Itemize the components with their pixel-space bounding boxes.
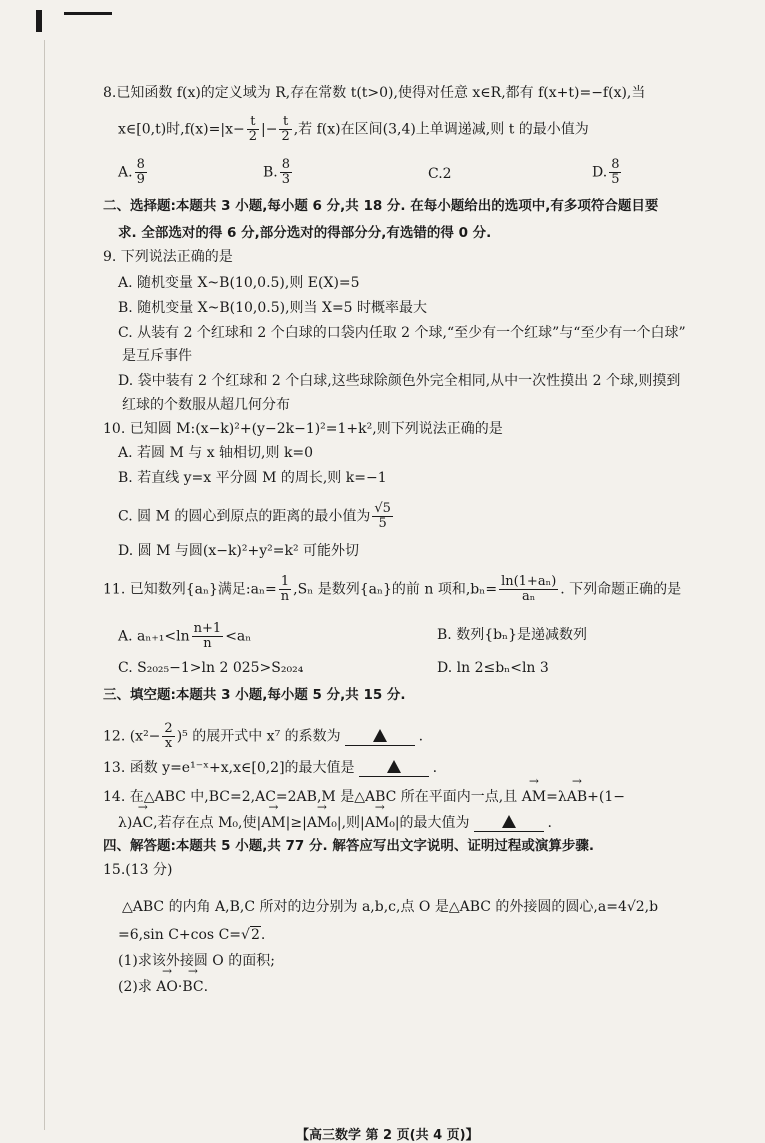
q10-option-a[interactable]: A. 若圆 M 与 x 轴相切,则 k=0 bbox=[118, 445, 314, 461]
q15-part1: (1)求该外接圆 O 的面积; bbox=[118, 953, 275, 969]
q12-frac-den: x bbox=[164, 736, 173, 751]
q15-part2-text-a: (2)求 bbox=[118, 979, 157, 995]
q15-text-a: =6,sin C+cos C= bbox=[118, 927, 242, 943]
q12-text-a: 12. (x²− bbox=[103, 728, 161, 745]
q14-line2 bbox=[118, 812, 552, 834]
q14-text-i: . bbox=[547, 815, 552, 831]
binding-edge-line bbox=[44, 40, 45, 1130]
q11-option-c[interactable]: C. S₂₀₂₅−1>ln 2 025>S₂₀₂₄ bbox=[118, 660, 304, 676]
page-footer: 【高三数学 第 2 页(共 4 页)】 bbox=[296, 1128, 479, 1143]
q14-text-c: +(1− bbox=[587, 789, 625, 805]
q9-option-d-line1[interactable]: D. 袋中装有 2 个红球和 2 个白球,这些球除颜色外完全相同,从中一次性摸出 2 个球,则摸到 bbox=[118, 373, 681, 389]
q8-frac-den: 2 bbox=[248, 129, 257, 144]
q14-text-e: ,若存在点 M₀,使| bbox=[153, 815, 262, 831]
vector-ao: → AO bbox=[156, 976, 178, 998]
q8-option-d[interactable] bbox=[592, 158, 623, 187]
q10-option-c-num: √5 bbox=[374, 501, 391, 516]
q8-line1: 8.已知函数 f(x)的定义域为 R,存在常数 t(t>0),使得对任意 x∈R,都有 f(x+t)=−f(x),当 bbox=[103, 85, 646, 101]
q11-bn-num: ln(1+aₙ) bbox=[501, 574, 557, 589]
q11-option-a-num: n+1 bbox=[193, 621, 222, 636]
triangle-icon bbox=[373, 729, 387, 742]
q14-line1 bbox=[103, 786, 625, 808]
q8-option-d-den: 5 bbox=[611, 172, 620, 187]
vector-am: → AM bbox=[522, 786, 546, 808]
triangle-icon bbox=[387, 760, 401, 773]
q13-answer-blank[interactable] bbox=[359, 760, 429, 777]
vector-am-2: → AM bbox=[261, 812, 285, 834]
q9-stem: 9. 下列说法正确的是 bbox=[103, 249, 233, 265]
q8-option-a-den: 9 bbox=[136, 172, 145, 187]
q11-option-a-tail: <aₙ bbox=[225, 628, 252, 645]
binding-dash bbox=[64, 12, 112, 15]
q8-frac-num: t bbox=[247, 115, 259, 130]
q11-an-den: n bbox=[280, 589, 290, 604]
q8-option-b-den: 3 bbox=[281, 172, 291, 187]
q8-option-b[interactable] bbox=[263, 158, 294, 187]
triangle-icon bbox=[502, 815, 516, 828]
q8-fraction-1 bbox=[247, 115, 259, 144]
q8-text-a: x∈[0,t)时,f(x)= bbox=[118, 121, 221, 138]
q11-stem-b: ,Sₙ 是数列{aₙ}的前 n 项和,bₙ= bbox=[293, 581, 498, 598]
q11-option-a-text: A. aₙ₊₁<ln bbox=[118, 628, 190, 645]
q9-option-b[interactable]: B. 随机变量 X~B(10,0.5),则当 X=5 时概率最大 bbox=[118, 300, 428, 316]
section4-heading: 四、解答题:本题共 5 小题,共 77 分. 解答应写出文字说明、证明过程或演算步骤. bbox=[103, 838, 594, 854]
q11-option-a-den: n bbox=[203, 636, 212, 651]
q14-text-h: |的最大值为 bbox=[394, 815, 470, 831]
q15-line2: =6,sin C+cos C=√2. bbox=[118, 927, 266, 943]
q9-option-a[interactable]: A. 随机变量 X~B(10,0.5),则 E(X)=5 bbox=[118, 275, 360, 291]
q10-option-c-den: 5 bbox=[378, 516, 387, 531]
q10-option-b[interactable]: B. 若直线 y=x 平分圆 M 的周长,则 k=−1 bbox=[118, 470, 387, 486]
q11-an-num: 1 bbox=[279, 575, 291, 590]
q8-option-c-label: C. bbox=[428, 166, 443, 182]
section3-heading: 三、填空题:本题共 3 小题,每小题 5 分,共 15 分. bbox=[103, 687, 406, 703]
q8-abs-close: |− bbox=[260, 121, 278, 138]
q11-option-d[interactable]: D. ln 2≤bₙ<ln 3 bbox=[437, 660, 549, 676]
q8-option-a-num: 8 bbox=[136, 157, 145, 172]
q10-option-c[interactable] bbox=[118, 502, 395, 531]
q11-stem bbox=[103, 575, 681, 604]
q14-answer-blank[interactable] bbox=[474, 815, 544, 832]
q12-text-b: )⁵ 的展开式中 x⁷ 的系数为 bbox=[176, 728, 341, 745]
q10-option-d[interactable]: D. 圆 M 与圆(x−k)²+y²=k² 可能外切 bbox=[118, 543, 360, 559]
q15-sqrt-value: 2 bbox=[250, 927, 260, 943]
q12-frac-num: 2 bbox=[164, 721, 173, 736]
q8-option-b-label: B. bbox=[263, 164, 278, 181]
q15-dot: · bbox=[177, 979, 183, 995]
q15-text-b: . bbox=[260, 927, 266, 943]
q8-fraction-2 bbox=[279, 115, 291, 144]
q11-option-a[interactable] bbox=[118, 622, 251, 651]
q12-answer-blank[interactable] bbox=[345, 729, 415, 746]
q8-frac2-num: t bbox=[279, 115, 291, 130]
q8-frac2-den: 2 bbox=[281, 129, 290, 144]
q14-text-d: λ) bbox=[118, 815, 133, 831]
q14-text-b: =λ bbox=[546, 789, 567, 805]
q8-text-b: ,若 f(x)在区间(3,4)上单调递减,则 t 的最小值为 bbox=[293, 121, 589, 138]
vector-am0: → AM₀ bbox=[307, 812, 337, 834]
q8-option-a[interactable] bbox=[118, 158, 149, 187]
q11-option-b[interactable]: B. 数列{bₙ}是递减数列 bbox=[437, 627, 588, 643]
q12-text-c: . bbox=[418, 728, 424, 745]
q13-text-a: 13. 函数 y=e¹⁻ˣ+x,x∈[0,2]的最大值是 bbox=[103, 760, 355, 776]
q13-text-b: . bbox=[432, 760, 438, 776]
q9-option-c-line1[interactable]: C. 从装有 2 个红球和 2 个白球的口袋内任取 2 个球,“至少有一个红球”与“至少有一个白球” bbox=[118, 325, 686, 341]
q14-text-f: |≥| bbox=[285, 815, 307, 831]
q8-option-d-num: 8 bbox=[611, 157, 620, 172]
section2-line2: 求. 全部选对的得 6 分,部分选对的得部分分,有选错的得 0 分. bbox=[118, 225, 492, 241]
q12-line bbox=[103, 722, 423, 751]
q15-heading: 15.(13 分) bbox=[103, 862, 173, 878]
q11-stem-a: 11. 已知数列{aₙ}满足:aₙ= bbox=[103, 581, 277, 598]
q10-stem: 10. 已知圆 M:(x−k)²+(y−2k−1)²=1+k²,则下列说法正确的是 bbox=[103, 421, 503, 437]
q15-line1: △ABC 的内角 A,B,C 所对的边分别为 a,b,c,点 O 是△ABC 的外接圆的圆心,a=4√2,b bbox=[122, 899, 659, 915]
q11-stem-c: . 下列命题正确的是 bbox=[560, 581, 682, 598]
vector-bc: → BC bbox=[182, 976, 203, 998]
q9-option-d-line2: 红球的个数服从超几何分布 bbox=[122, 397, 290, 413]
q8-option-b-num: 8 bbox=[281, 157, 291, 172]
q15-part2-text-b: . bbox=[203, 979, 209, 995]
q10-option-c-text: C. 圆 M 的圆心到原点的距离的最小值为 bbox=[118, 508, 371, 525]
q11-bn-den: aₙ bbox=[521, 589, 536, 604]
binding-mark bbox=[36, 10, 42, 32]
q8-abs-open: |x− bbox=[220, 121, 245, 138]
q8-option-c-text: 2 bbox=[442, 166, 452, 182]
q8-line2 bbox=[118, 115, 589, 144]
q8-option-d-label: D. bbox=[592, 164, 608, 181]
q8-option-a-label: A. bbox=[118, 164, 133, 181]
q14-text-g: |,则| bbox=[336, 815, 365, 831]
q13-line bbox=[103, 757, 437, 779]
q14-text-a: 14. 在△ABC 中,BC=2,AC=2AB,M 是△ABC 所在平面内一点,且 bbox=[103, 789, 522, 805]
q8-option-c[interactable] bbox=[428, 163, 452, 185]
q9-option-c-line2: 是互斥事件 bbox=[122, 348, 192, 364]
vector-ac: → AC bbox=[132, 812, 153, 834]
q15-part2 bbox=[118, 976, 208, 998]
vector-ab: → AB bbox=[567, 786, 587, 808]
vector-am0-2: → AM₀ bbox=[365, 812, 395, 834]
section2-line1: 二、选择题:本题共 3 小题,每小题 6 分,共 18 分. 在每小题给出的选项中,有多项符合题目要 bbox=[103, 198, 659, 214]
